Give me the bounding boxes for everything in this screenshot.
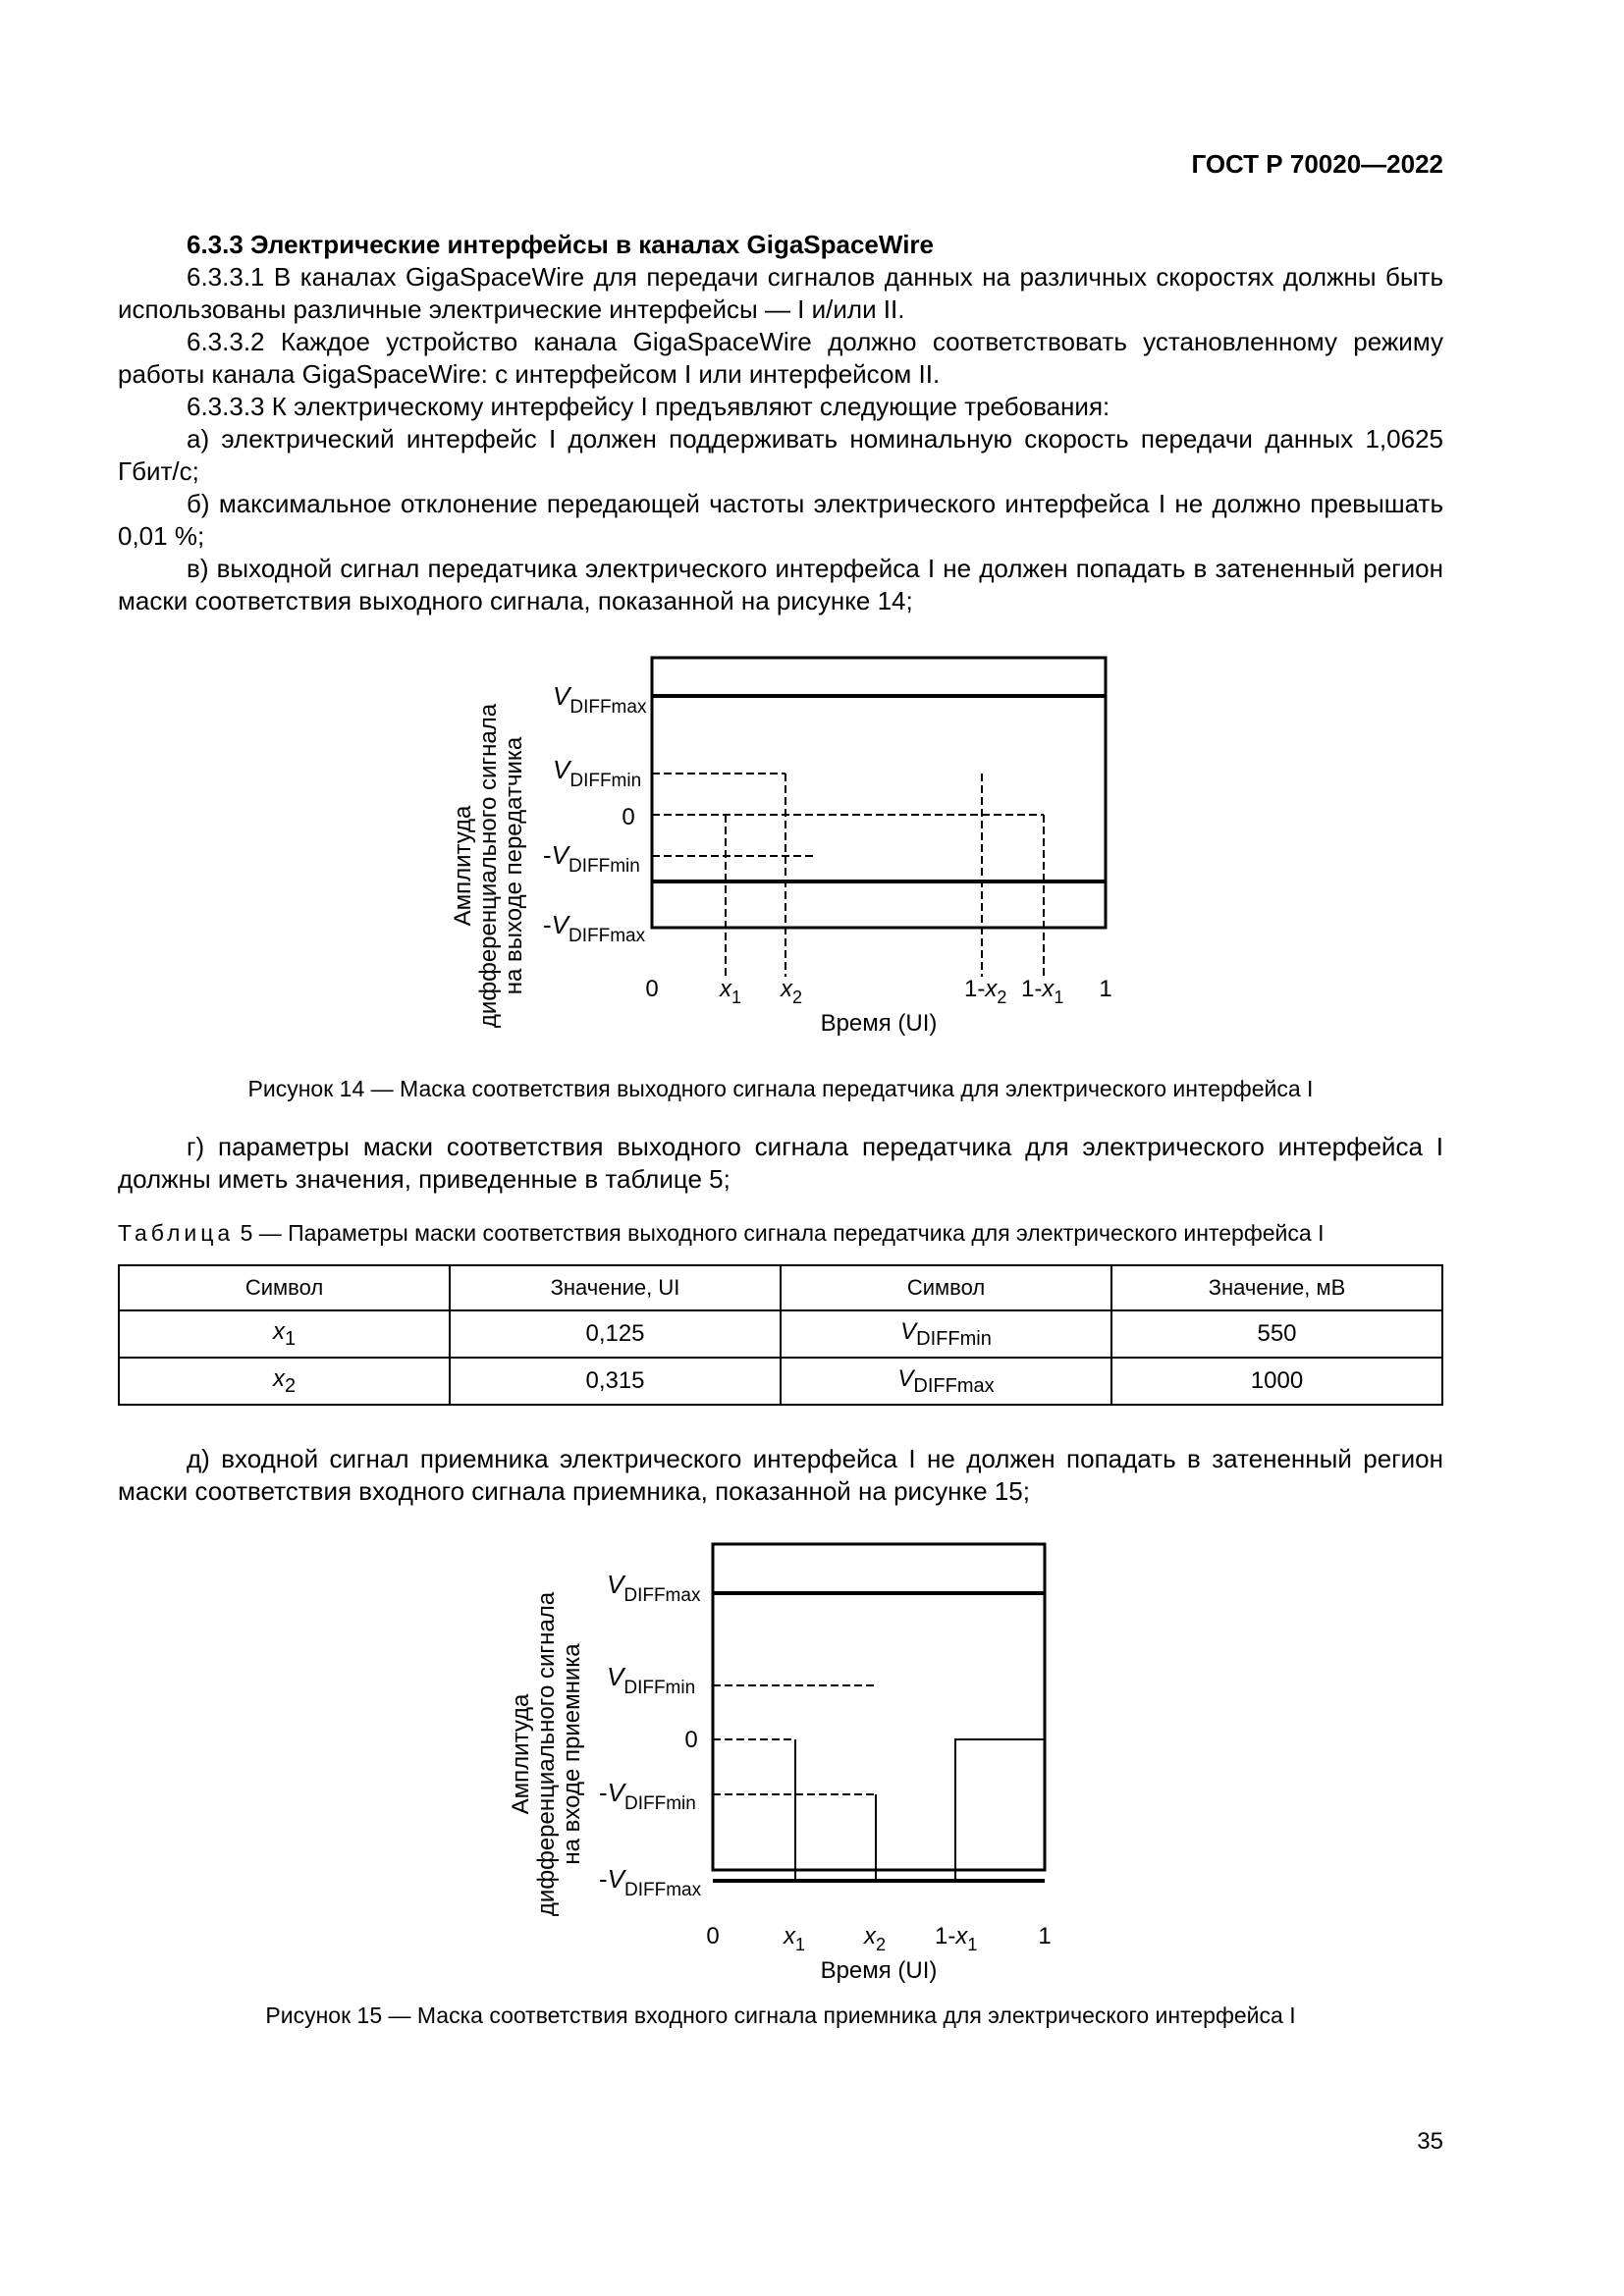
fig14-x-tick-labels bbox=[645, 976, 1111, 1007]
fig15-label-x-one: 1 bbox=[1038, 1923, 1052, 1949]
fig14-mask-frame bbox=[652, 658, 1106, 928]
fig15-ylabel-line-3: на входе приемника bbox=[559, 1643, 585, 1865]
table-cell-symbol: $x_1$ bbox=[119, 1310, 450, 1358]
fig14-ylabel-line-1: Амплитуда bbox=[450, 805, 476, 927]
table-cell-value: 1000 bbox=[1111, 1358, 1442, 1405]
table-cell-symbol: $V_{DIFFmax}$ bbox=[781, 1358, 1111, 1405]
fig14-label-x-one: 1 bbox=[1099, 976, 1112, 1002]
table-cell-symbol: $x_2$ bbox=[119, 1358, 450, 1405]
fig14-x-axis-title: Время (UI) bbox=[820, 1010, 938, 1037]
fig14-label-x1: $x_1$ bbox=[720, 976, 742, 1007]
paragraph-6-3-3-2: 6.3.3.2 Каждое устройство канала GigaSpaceWire должно соответствовать установленному режиму работы канала GigaSpaceWire: с интерфейсом I или интерфейсом II. bbox=[118, 327, 1443, 389]
fig14-label-neg-vmax: $-V_{DIFFmax}$ bbox=[543, 910, 646, 946]
fig15-label-vmax: $V_{DIFFmax}$ bbox=[607, 1570, 701, 1606]
fig15-x-tick-labels bbox=[706, 1923, 1051, 1954]
fig15-x-axis-title: Время (UI) bbox=[820, 1957, 938, 1984]
fig14-label-vmin: $V_{DIFFmin}$ bbox=[553, 755, 642, 791]
fig15-ylabel-line-1: Амплитуда bbox=[508, 1693, 534, 1815]
figure-15-y-axis-title bbox=[508, 1591, 585, 1916]
fig14-mask-outline bbox=[652, 774, 1044, 977]
table-header-row bbox=[119, 1265, 1442, 1310]
fig14-label-neg-vmin: $-V_{DIFFmin}$ bbox=[543, 840, 640, 877]
fig14-label-vmax: $V_{DIFFmax}$ bbox=[553, 681, 647, 718]
paragraph-g: г) параметры маски соответствия выходного сигнала передатчика для электрического интерфейса I должны иметь значения, приведенные в таблице 5; bbox=[118, 1132, 1443, 1194]
fig15-ylabel-line-2: дифференциального сигнала bbox=[533, 1591, 560, 1917]
table-5-label: Таблица bbox=[118, 1220, 235, 1246]
figure-15-diagram bbox=[0, 1526, 1624, 1998]
fig15-label-zero: 0 bbox=[684, 1727, 698, 1753]
fig15-label-neg-vmin: $-V_{DIFFmin}$ bbox=[599, 1778, 696, 1814]
paragraph-b: б) максимальное отклонение передающей частоты электрического интерфейса I не должно превышать 0,01 %; bbox=[118, 489, 1443, 551]
fig14-ylabel-line-3: на выходе передатчика bbox=[501, 736, 527, 995]
paragraph-6-3-3-1: 6.3.3.1 В каналах GigaSpaceWire для передачи сигналов данных на различных скоростях должны быть использованы различные электрические интерфейсы — I и/или II. bbox=[118, 262, 1443, 324]
table-5-title: 5 — Параметры маски соответствия выходного сигнала передатчика для электрического интерфейса I bbox=[234, 1220, 1325, 1246]
figure-14-diagram bbox=[0, 638, 1624, 1050]
fig14-label-x0: 0 bbox=[645, 976, 659, 1002]
figure-14-caption: Рисунок 14 — Маска соответствия выходного сигнала передатчика для электрического интерфейса I bbox=[247, 1076, 1314, 1101]
fig15-label-x1: $x_1$ bbox=[784, 1923, 806, 1954]
table-5 bbox=[118, 1264, 1443, 1406]
paragraph-d: д) входной сигнал приемника электрического интерфейса I не должен попадать в затененный регион маски соответствия входного сигнала приемника, показанной на рисунке 15; bbox=[118, 1444, 1443, 1506]
fig15-label-x2: $x_2$ bbox=[864, 1923, 887, 1954]
fig15-label-x0: 0 bbox=[706, 1923, 720, 1949]
fig14-label-1-x1: $1-x_1$ bbox=[1021, 976, 1064, 1007]
paragraph-a: а) электрический интерфейс I должен поддерживать номинальную скорость передачи данных 1,0625 Гбит/с; bbox=[118, 424, 1443, 486]
section-text-block bbox=[118, 229, 1443, 617]
table-header-cell: Значение, мВ bbox=[1111, 1265, 1442, 1310]
table-5-caption bbox=[118, 1220, 1443, 1247]
figure-14-y-axis-title bbox=[450, 703, 527, 1028]
fig15-label-vmin: $V_{DIFFmin}$ bbox=[607, 1662, 696, 1698]
paragraph-6-3-3-3: 6.3.3.3 К электрическому интерфейсу I предъявляют следующие требования: bbox=[187, 392, 1110, 421]
section-heading: 6.3.3 Электрические интерфейсы в каналах GigaSpaceWire bbox=[187, 230, 935, 259]
fig14-label-zero: 0 bbox=[622, 804, 635, 830]
table-header-cell: Символ bbox=[781, 1265, 1111, 1310]
paragraph-g-block bbox=[118, 1131, 1443, 1196]
figure-15-caption: Рисунок 15 — Маска соответствия входного сигнала приемника для электрического интерфейса I bbox=[265, 2002, 1296, 2028]
table-header-cell: Значение, UI bbox=[450, 1265, 781, 1310]
fig14-ylabel-line-2: дифференциального сигнала bbox=[475, 703, 502, 1029]
table-row bbox=[119, 1310, 1442, 1358]
table-row bbox=[119, 1358, 1442, 1405]
table-cell-value: 0,315 bbox=[450, 1358, 781, 1405]
fig14-label-1-x2: $1-x_2$ bbox=[964, 976, 1007, 1007]
document-id: ГОСТ Р 70020—2022 bbox=[1191, 149, 1443, 179]
paragraph-d-block bbox=[118, 1443, 1443, 1508]
page-number: 35 bbox=[1417, 2128, 1443, 2155]
fig14-label-x2: $x_2$ bbox=[781, 976, 803, 1007]
table-header-cell: Символ bbox=[119, 1265, 450, 1310]
fig15-y-tick-labels bbox=[599, 1570, 702, 1900]
fig14-y-tick-labels bbox=[543, 681, 647, 946]
table-cell-symbol: $V_{DIFFmin}$ bbox=[781, 1310, 1111, 1358]
paragraph-v: в) выходной сигнал передатчика электрического интерфейса I не должен попадать в затененный регион маски соответствия выходного сигнала, показанной на рисунке 14; bbox=[118, 554, 1443, 615]
fig15-mask-outline-solid bbox=[795, 1739, 1045, 1881]
table-cell-value: 550 bbox=[1111, 1310, 1442, 1358]
fig15-label-1-x1: $1-x_1$ bbox=[935, 1923, 978, 1954]
fig15-label-neg-vmax: $-V_{DIFFmax}$ bbox=[599, 1864, 702, 1900]
table-cell-value: 0,125 bbox=[450, 1310, 781, 1358]
